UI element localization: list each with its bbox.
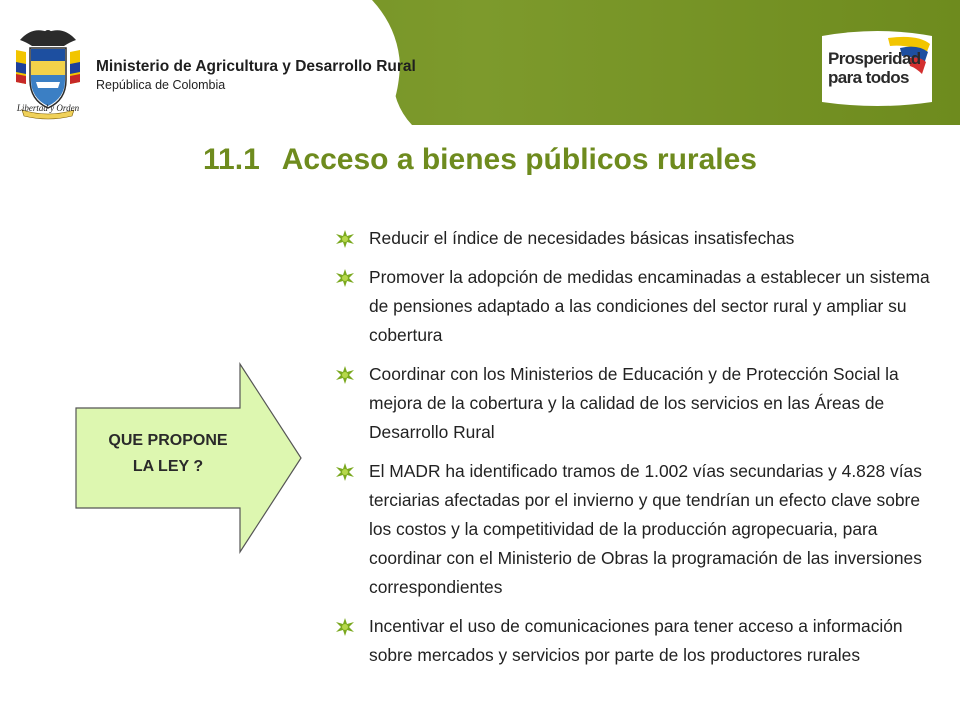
crest-motto: Libertad y Orden: [16, 103, 80, 113]
bullet-item: [336, 457, 936, 602]
bullet-text: Promover la adopción de medidas encaminadas a establecer un sistema de pensiones adaptado a las condiciones del sector rural y ampliar su cobertura: [369, 267, 930, 345]
title-number: 11.1: [203, 143, 260, 176]
title-text: Acceso a bienes públicos rurales: [281, 143, 757, 176]
arrow-label: [80, 428, 256, 480]
bullet-text: El MADR ha identificado tramos de 1.002 vías secundarias y 4.828 vías terciarias afectadas por el invierno y que tendrían un efecto clave sobre los costos y la competitividad de la producción agropecuaria, para coordinar con el Ministerio de Obras la programación de las inversiones correspondientes: [369, 461, 922, 597]
starburst-bullet-icon: [336, 618, 354, 636]
starburst-bullet-icon: [336, 463, 354, 481]
bullet-text: Reducir el índice de necesidades básicas insatisfechas: [369, 228, 795, 248]
bullet-item: [336, 263, 936, 350]
logo-line-1: Prosperidad: [828, 49, 921, 68]
republic-name: República de Colombia: [96, 78, 226, 92]
starburst-bullet-icon: [336, 230, 354, 248]
bullet-list: [336, 224, 936, 680]
bullet-item: [336, 224, 936, 253]
logo-line-2: para todos: [828, 68, 909, 87]
starburst-bullet-icon: [336, 269, 354, 287]
starburst-bullet-icon: [336, 366, 354, 384]
bullet-text: Incentivar el uso de comunicaciones para tener acceso a información sobre mercados y servicios por parte de los productores rurales: [369, 616, 903, 665]
ministry-name: Ministerio de Agricultura y Desarrollo Rural: [96, 58, 416, 75]
header-band: [0, 0, 960, 125]
page-title: [0, 143, 960, 177]
arrow-label-line-1: QUE PROPONE: [108, 432, 228, 449]
bullet-text: Coordinar con los Ministerios de Educación y de Protección Social la mejora de la cobertura y la calidad de los servicios en las Áreas de Desarrollo Rural: [369, 364, 899, 442]
bullet-item: [336, 360, 936, 447]
bullet-item: [336, 612, 936, 670]
arrow-label-line-2: LA LEY ?: [132, 458, 204, 475]
prosperidad-logo: [818, 30, 936, 108]
